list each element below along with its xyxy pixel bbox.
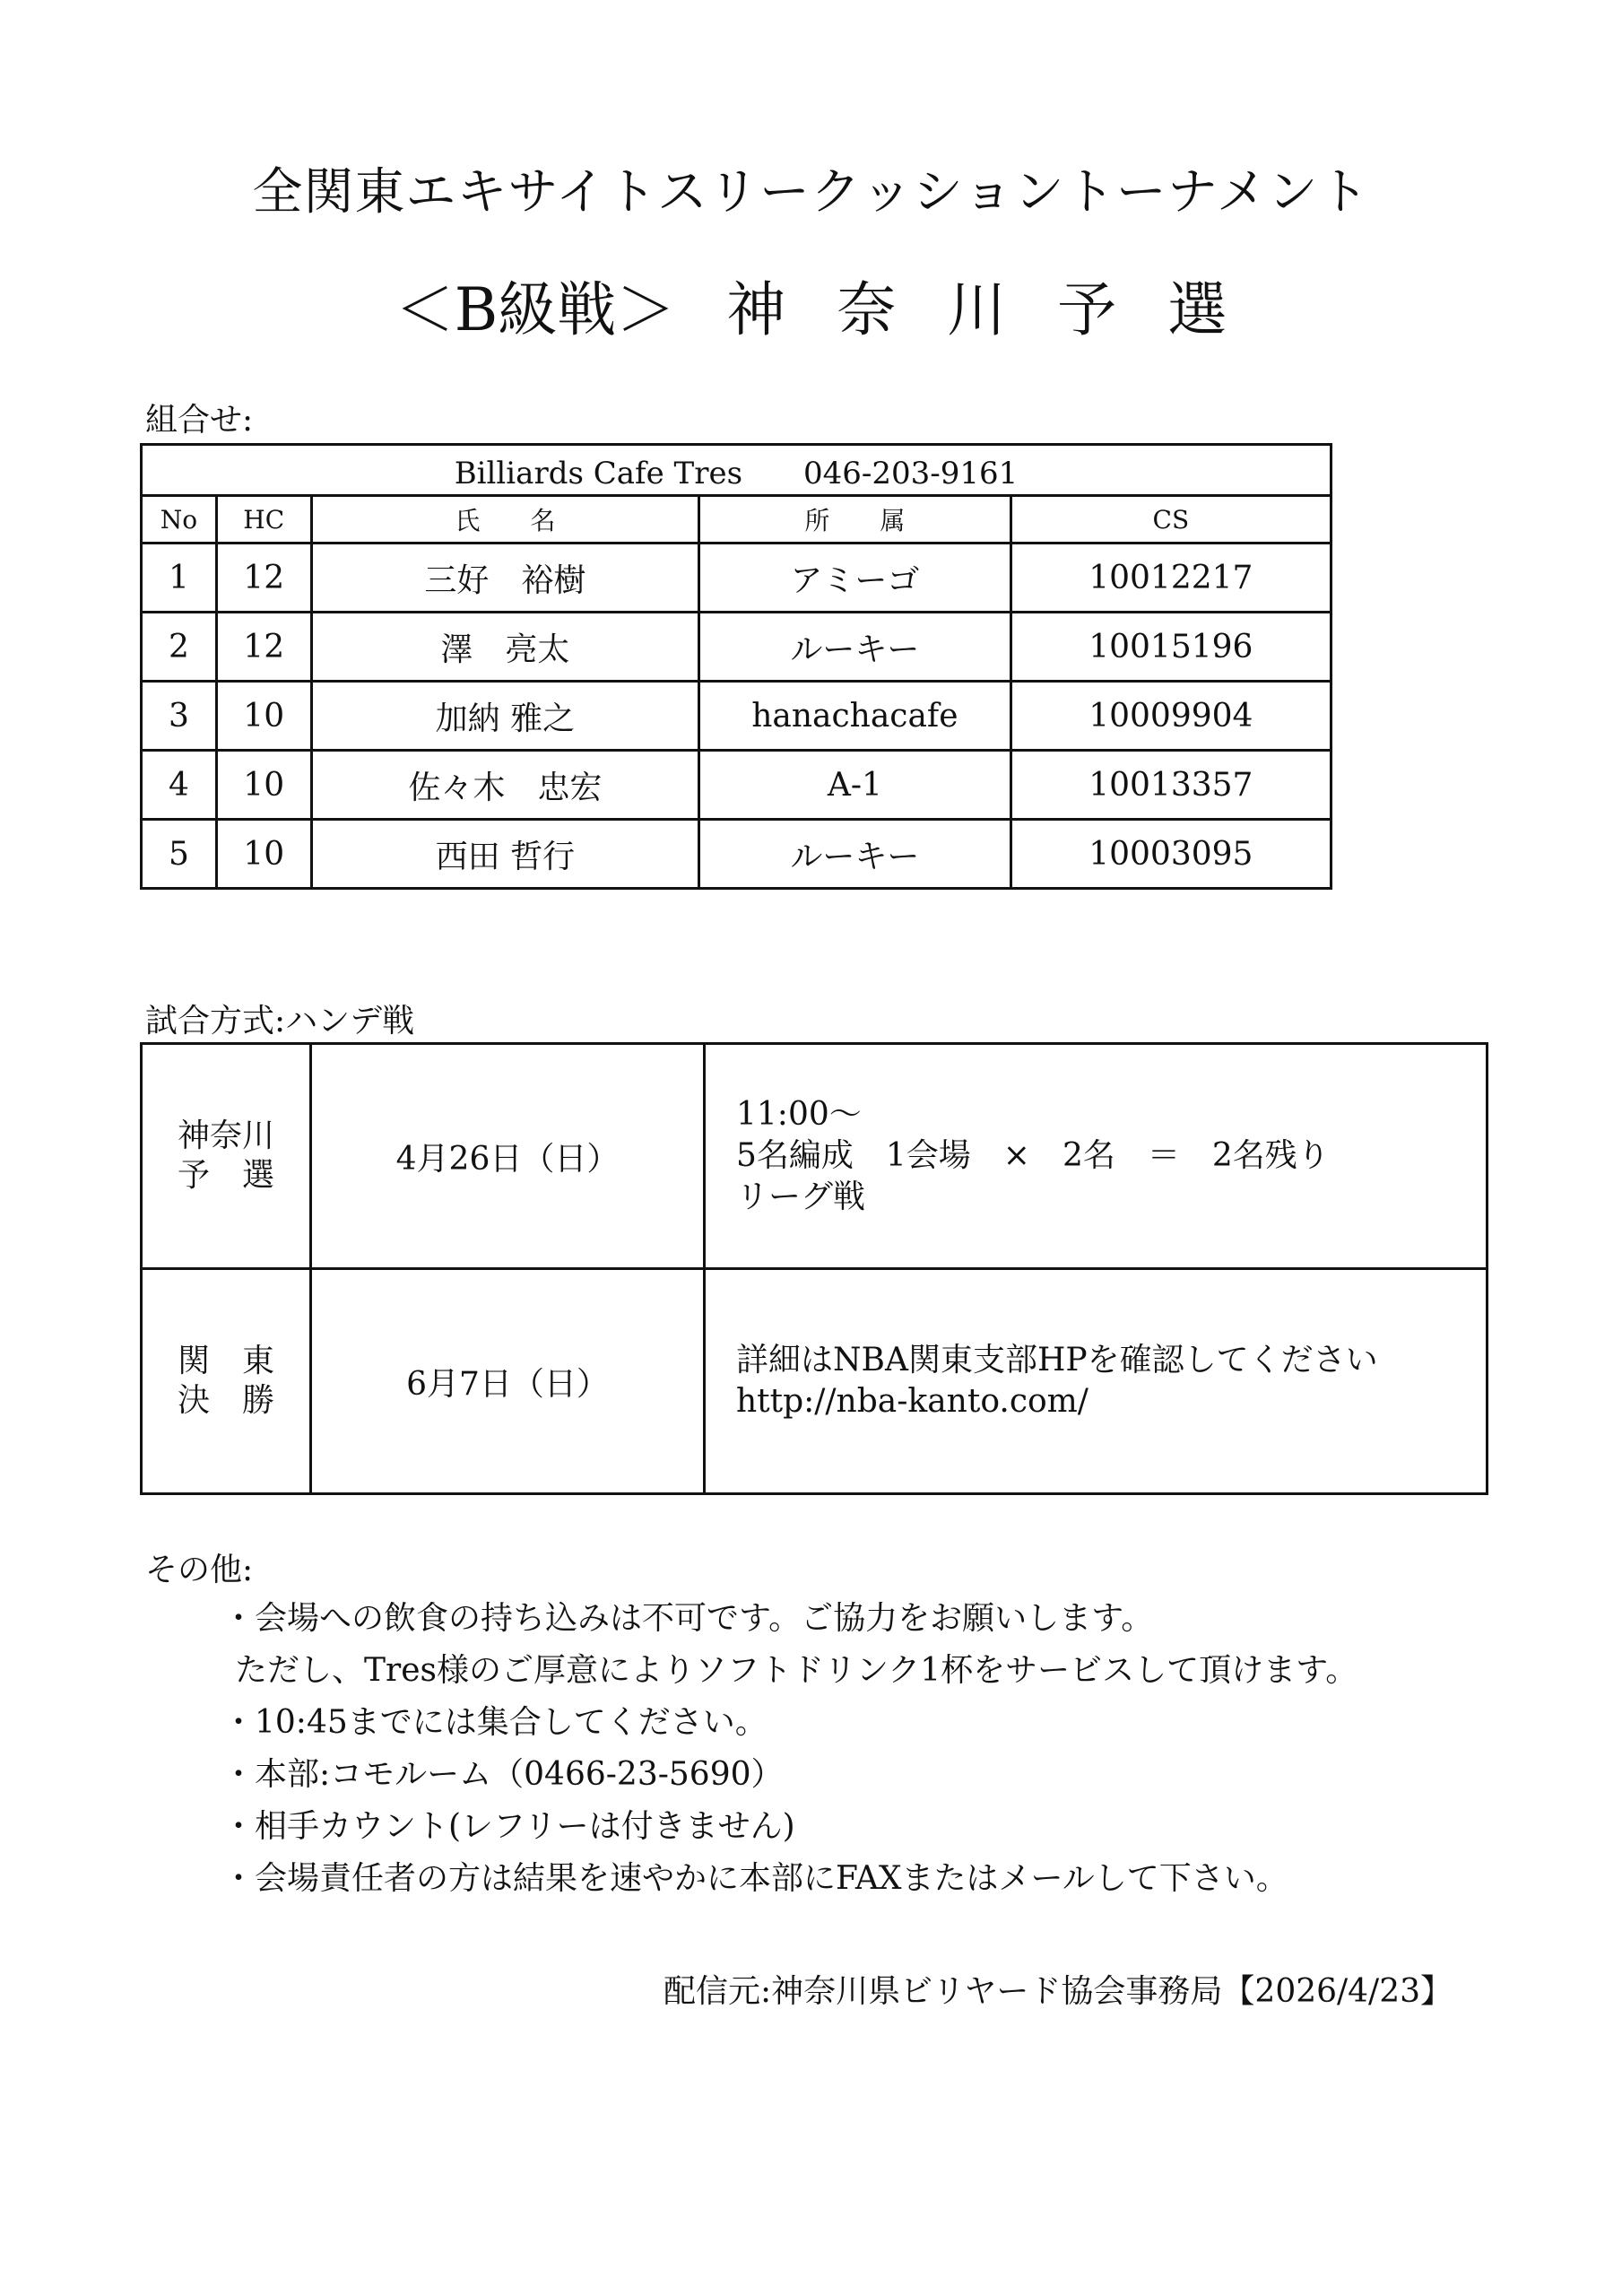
document-title: 全関東エキサイトスリークッショントーナメント (252, 163, 1370, 222)
cell-cs: 10012217 (1010, 544, 1331, 613)
notes-list (222, 1593, 1357, 1905)
note-item: ・会場責任者の方は結果を速やかに本部にFAXまたはメールして下さい。 (222, 1860, 1288, 1897)
stage-line: 神奈川 (177, 1118, 274, 1154)
table-row (142, 820, 1331, 889)
cell-no: 2 (142, 613, 217, 682)
cell-name: 三好 裕樹 (311, 544, 699, 613)
format-row (142, 1044, 1488, 1269)
cell-name: 澤 亮太 (311, 613, 699, 682)
subtitle-char: 選 (1167, 275, 1227, 344)
subtitle-char: 神 (726, 275, 786, 344)
note-item: ・相手カウント(レフリーは付きません) (222, 1808, 795, 1845)
others-label: その他: (145, 1552, 254, 1588)
cell-affiliation: アミーゴ (699, 544, 1011, 613)
column-header: 所 属 (699, 496, 1011, 544)
cell-no: 3 (142, 682, 217, 751)
cell-hc: 12 (216, 613, 311, 682)
table-row (142, 751, 1331, 820)
table-row (142, 613, 1331, 682)
date-cell: 4月26日（日） (311, 1044, 705, 1269)
stage-cell (142, 1269, 311, 1494)
subtitle-char: 川 (947, 275, 1007, 344)
stage-line: 関 東 (177, 1343, 274, 1379)
pairings-label: 組合せ: (145, 402, 254, 439)
cell-no: 1 (142, 544, 217, 613)
format-row (142, 1269, 1488, 1494)
column-header: No (142, 496, 217, 544)
cell-name: 加納 雅之 (311, 682, 699, 751)
cell-no: 5 (142, 820, 217, 889)
column-header: HC (216, 496, 311, 544)
detail-line: 11:00〜 (736, 1096, 862, 1133)
cell-no: 4 (142, 751, 217, 820)
cell-cs: 10015196 (1010, 613, 1331, 682)
note-item: ・会場への飲食の持ち込みは不可です。ご協力をお願いします。 (222, 1600, 1154, 1637)
subtitle-char: 奈 (837, 275, 897, 344)
details-cell (705, 1044, 1488, 1269)
table-row (142, 682, 1331, 751)
cell-affiliation: ルーキー (699, 613, 1011, 682)
detail-line: 5名編成 1会場 × 2名 ＝ 2名残り (736, 1137, 1330, 1174)
subtitle-char: 予 (1057, 275, 1117, 344)
footer-issuer: 配信元:神奈川県ビリヤード協会事務局【2026/4/23】 (664, 1973, 1453, 2010)
stage-line: 決 勝 (177, 1382, 274, 1419)
subtitle-class: ＜B級戦＞ (395, 275, 676, 344)
cell-affiliation: hanachacafe (699, 682, 1011, 751)
details-cell (705, 1269, 1488, 1494)
cell-name: 西田 哲行 (311, 820, 699, 889)
format-table (140, 1042, 1488, 1495)
detail-line: 詳細はNBA関東支部HPを確認してください (736, 1342, 1378, 1378)
note-item: ・本部:コモルーム（0466-23-5690） (222, 1756, 784, 1793)
document-subtitle (0, 262, 1622, 347)
cell-affiliation: ルーキー (699, 820, 1011, 889)
cell-cs: 10003095 (1010, 820, 1331, 889)
table-row (142, 544, 1331, 613)
cell-hc: 12 (216, 544, 311, 613)
detail-link[interactable]: http://nba-kanto.com/ (736, 1383, 1089, 1420)
cell-cs: 10009904 (1010, 682, 1331, 751)
format-label: 試合方式:ハンデ戦 (145, 1003, 415, 1039)
cell-cs: 10013357 (1010, 751, 1331, 820)
pairings-table (140, 443, 1332, 890)
cell-name: 佐々木 忠宏 (311, 751, 699, 820)
stage-cell (142, 1044, 311, 1269)
cell-hc: 10 (216, 682, 311, 751)
venue-cell: Billiards Cafe Tres 046-203-9161 (142, 445, 1331, 496)
cell-hc: 10 (216, 820, 311, 889)
detail-line: リーグ戦 (736, 1178, 866, 1215)
column-header: CS (1010, 496, 1331, 544)
column-header: 氏 名 (311, 496, 699, 544)
note-item: ・10:45までには集合してください。 (222, 1704, 768, 1741)
date-cell: 6月7日（日） (311, 1269, 705, 1494)
cell-hc: 10 (216, 751, 311, 820)
stage-line: 予 選 (177, 1157, 274, 1194)
note-item: ただし、Tres様のご厚意によりソフトドリンク1杯をサービスして頂けます。 (235, 1652, 1358, 1689)
cell-affiliation: A-1 (699, 751, 1011, 820)
